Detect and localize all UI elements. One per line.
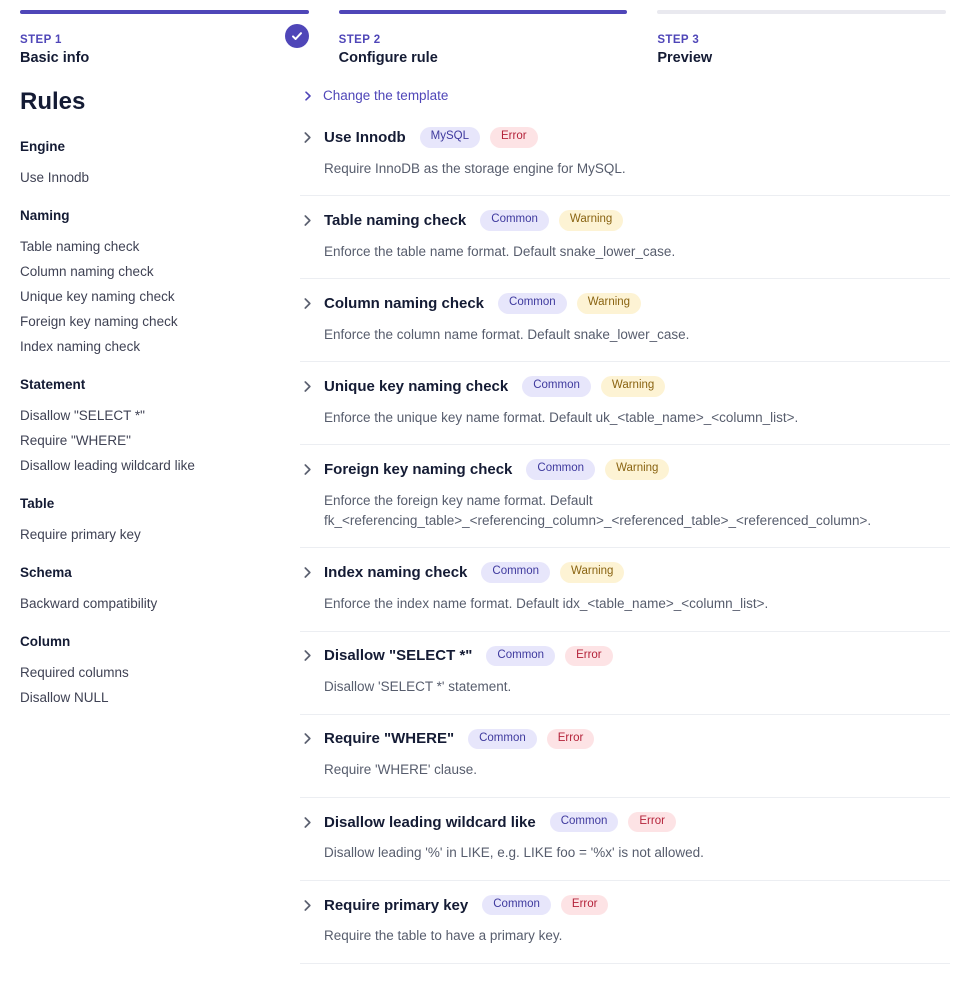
rule-description: Enforce the foreign key name format. Default fk_<referencing_table>_<referencing_column>_<referenced_table>_<referenced_column>. — [324, 492, 872, 529]
sidebar-item[interactable]: Table naming check — [20, 238, 140, 254]
rule-badge-common: Common — [526, 459, 595, 480]
chevron-right-icon[interactable] — [300, 649, 314, 662]
rule-description: Disallow 'SELECT *' statement. — [324, 679, 512, 695]
sidebar-item[interactable]: Index naming check — [20, 338, 141, 354]
rule-badge-engine: MySQL — [420, 127, 480, 148]
rule-badge-error: Error — [561, 895, 609, 916]
rule-item — [300, 125, 950, 196]
rule-badge-common: Common — [550, 812, 619, 833]
rule-expand-toggle[interactable] — [300, 646, 950, 667]
rule-description: Enforce the table name format. Default snake_lower_case. — [324, 243, 676, 259]
rule-badge-error: Error — [628, 812, 676, 833]
sidebar-item[interactable]: Require "WHERE" — [20, 432, 131, 448]
sidebar-group-title: Column — [20, 633, 71, 649]
rule-description: Disallow leading '%' in LIKE, e.g. LIKE foo = '%x' is not allowed. — [324, 845, 704, 861]
rule-title: Table naming check — [324, 211, 467, 229]
chevron-right-icon[interactable] — [300, 463, 314, 476]
rule-title: Index naming check — [324, 564, 468, 582]
chevron-right-icon[interactable] — [300, 131, 314, 144]
rule-badge-warning: Warning — [560, 562, 624, 583]
change-template-label: Change the template — [323, 88, 449, 103]
sidebar-item[interactable]: Use Innodb — [20, 169, 90, 185]
rule-title: Disallow leading wildcard like — [324, 813, 536, 831]
rule-badge-common: Common — [486, 646, 555, 667]
rule-item — [300, 279, 950, 362]
wizard-step-1[interactable] — [20, 10, 309, 66]
rule-expand-toggle[interactable] — [300, 210, 950, 231]
sidebar-group-title: Naming — [20, 207, 70, 223]
rule-description: Require the table to have a primary key. — [324, 928, 563, 944]
sidebar-group — [20, 139, 280, 190]
rule-item — [300, 798, 950, 881]
rule-item — [300, 881, 950, 964]
sidebar-item[interactable]: Disallow NULL — [20, 689, 109, 705]
rule-badge-error: Error — [490, 127, 538, 148]
rule-list-panel — [300, 66, 966, 964]
rule-expand-toggle[interactable] — [300, 562, 950, 583]
rule-description: Enforce the unique key name format. Default uk_<table_name>_<column_list>. — [324, 409, 799, 425]
step-index-label: STEP 2 — [338, 34, 381, 46]
rule-badge-error: Error — [565, 646, 613, 667]
rule-rows — [300, 125, 950, 964]
wizard-stepper — [0, 0, 966, 66]
chevron-right-icon — [302, 90, 314, 102]
chevron-right-icon[interactable] — [300, 816, 314, 829]
sidebar-item[interactable]: Disallow "SELECT *" — [20, 407, 145, 423]
step-progress-bar — [20, 10, 309, 14]
page-content — [0, 66, 966, 964]
step-complete-check-icon — [285, 24, 309, 48]
step-title: Preview — [657, 50, 713, 66]
step-progress-bar — [657, 10, 946, 14]
rule-item — [300, 196, 950, 279]
rule-expand-toggle[interactable] — [300, 376, 950, 397]
step-title: Configure rule — [338, 50, 438, 66]
rule-expand-toggle[interactable] — [300, 729, 950, 750]
sidebar-group — [20, 634, 280, 710]
sidebar-item[interactable]: Disallow leading wildcard like — [20, 457, 195, 473]
rule-item — [300, 362, 950, 445]
sidebar-group-title: Table — [20, 495, 55, 511]
rule-description: Require InnoDB as the storage engine for MySQL. — [324, 160, 626, 176]
sidebar-group — [20, 565, 280, 616]
rule-badge-warning: Warning — [577, 293, 641, 314]
sidebar-group-title: Engine — [20, 138, 66, 154]
rule-description: Require 'WHERE' clause. — [324, 762, 477, 778]
step-progress-bar — [339, 10, 628, 14]
chevron-right-icon[interactable] — [300, 214, 314, 227]
rule-title: Column naming check — [324, 294, 485, 312]
sidebar-item[interactable]: Unique key naming check — [20, 288, 175, 304]
rule-badge-common: Common — [482, 895, 551, 916]
rule-title: Require "WHERE" — [324, 730, 455, 748]
sidebar-group-title: Schema — [20, 564, 72, 580]
rule-expand-toggle[interactable] — [300, 895, 950, 916]
rule-badge-warning: Warning — [559, 210, 623, 231]
step-title: Basic info — [20, 50, 90, 66]
rule-badge-common: Common — [468, 729, 537, 750]
rule-item — [300, 445, 950, 548]
rule-title: Unique key naming check — [324, 378, 509, 396]
sidebar-group-title: Statement — [20, 376, 86, 392]
rules-sidebar — [0, 66, 300, 728]
change-template-button[interactable] — [300, 88, 950, 103]
chevron-right-icon[interactable] — [300, 380, 314, 393]
wizard-step-2[interactable] — [339, 10, 628, 66]
rule-item — [300, 548, 950, 631]
sidebar-group — [20, 377, 280, 478]
rule-description: Enforce the index name format. Default idx_<table_name>_<column_list>. — [324, 596, 769, 612]
step-index-label: STEP 3 — [657, 34, 700, 46]
rule-badge-warning: Warning — [605, 459, 669, 480]
page-title: Rules — [20, 88, 86, 115]
sidebar-item[interactable]: Backward compatibility — [20, 595, 158, 611]
step-index-label: STEP 1 — [20, 34, 62, 46]
rule-title: Disallow "SELECT *" — [324, 647, 473, 665]
rule-expand-toggle[interactable] — [300, 293, 950, 314]
rule-badge-warning: Warning — [601, 376, 665, 397]
sidebar-group — [20, 496, 280, 547]
rule-expand-toggle[interactable] — [300, 459, 950, 480]
rule-badge-error: Error — [547, 729, 595, 750]
rule-expand-toggle[interactable] — [300, 812, 950, 833]
wizard-step-3[interactable] — [657, 10, 946, 66]
rule-item — [300, 715, 950, 798]
chevron-right-icon[interactable] — [300, 297, 314, 310]
rule-description: Enforce the column name format. Default snake_lower_case. — [324, 326, 690, 342]
rule-item — [300, 632, 950, 715]
sidebar-nav — [20, 139, 280, 710]
rule-badge-common: Common — [522, 376, 591, 397]
sidebar-group — [20, 208, 280, 359]
rule-title: Require primary key — [324, 896, 469, 914]
rule-title: Foreign key naming check — [324, 461, 513, 479]
rule-badge-common: Common — [498, 293, 567, 314]
rule-title: Use Innodb — [324, 128, 406, 146]
sidebar-item[interactable]: Column naming check — [20, 263, 154, 279]
rule-badge-common: Common — [480, 210, 549, 231]
chevron-right-icon[interactable] — [300, 566, 314, 579]
chevron-right-icon[interactable] — [300, 732, 314, 745]
chevron-right-icon[interactable] — [300, 899, 314, 912]
rule-badge-common: Common — [481, 562, 550, 583]
sidebar-item[interactable]: Required columns — [20, 664, 129, 680]
sidebar-item[interactable]: Foreign key naming check — [20, 313, 178, 329]
sidebar-item[interactable]: Require primary key — [20, 526, 141, 542]
rule-expand-toggle[interactable] — [300, 127, 950, 148]
